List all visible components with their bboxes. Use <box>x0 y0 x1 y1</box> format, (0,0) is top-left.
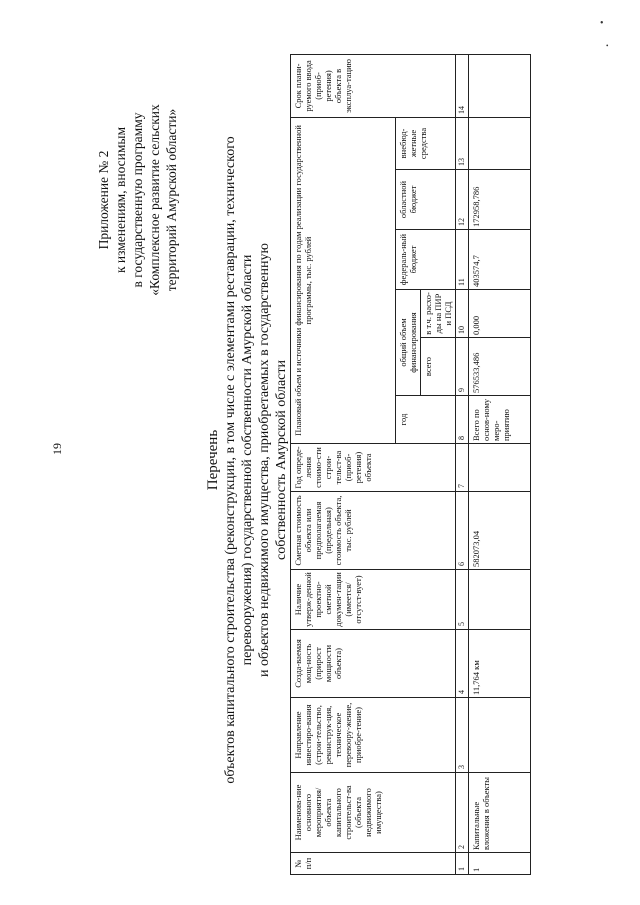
col-number: 5 <box>456 570 469 630</box>
col-number: 2 <box>456 773 469 853</box>
col-number: 14 <box>456 54 469 117</box>
header-incl-pir: в т.ч. расхо-ды на ПИР и ПСД <box>421 290 456 338</box>
appendix-line: Приложение № 2 <box>96 150 111 250</box>
col-number: 12 <box>456 170 469 230</box>
cell-federal: 403574,7 <box>469 230 531 290</box>
cell-direction <box>469 698 531 773</box>
appendix-line: в государственную программу <box>130 112 145 288</box>
title-head: Перечень <box>205 429 221 491</box>
cell-extrabudget <box>469 117 531 169</box>
header-financing: Плановый объем и источники финансирования по годам реализации государственной программы, тыс. рублей <box>291 117 396 443</box>
col-number: 6 <box>456 492 469 570</box>
title-line: объектов капитального строительства (реконструкции, в том числе с элементами реставрации, технического <box>223 136 238 784</box>
column-number-row <box>456 54 469 874</box>
title-line: и объектов недвижимого имущества, приобретаемых в государственную <box>257 243 272 677</box>
header-name: Наименова-ние основного мероприятия/ объекта капитального строительст-ва (объекта недвижимого имущества) <box>291 773 456 853</box>
cell-term <box>469 54 531 117</box>
header-total-volume: общий объем финансирования <box>396 290 421 396</box>
appendix-block <box>95 30 180 370</box>
header-total: всего <box>421 338 456 396</box>
header-row <box>291 54 396 874</box>
header-cost-year: Год опреде-ления стоимо-сти строи-тельст-ва (приоб-ретения) объекта <box>291 444 456 492</box>
header-num: № п/п <box>291 853 456 875</box>
header-year: год <box>396 396 456 444</box>
col-number: 3 <box>456 698 469 773</box>
header-federal: федераль-ный бюджет <box>396 230 456 290</box>
table-row <box>469 54 531 874</box>
col-number: 1 <box>456 853 469 875</box>
objects-table <box>290 54 531 875</box>
col-number: 9 <box>456 338 469 396</box>
page-number: 19 <box>50 443 64 455</box>
appendix-line: к изменениям, вносимым <box>113 126 128 274</box>
cell-year: Всего по основ-ному меро-приятию <box>469 396 531 444</box>
col-number: 10 <box>456 290 469 338</box>
header-regional: областной бюджет <box>396 170 456 230</box>
cell-cost-year <box>469 444 531 492</box>
col-number: 7 <box>456 444 469 492</box>
col-number: 4 <box>456 630 469 698</box>
header-extrabudget: внебюд-жетные средства <box>396 117 456 169</box>
title-line: собственность Амурской области <box>274 359 289 561</box>
col-number: 11 <box>456 230 469 290</box>
cell-total: 576533,486 <box>469 338 531 396</box>
scan-speck: • <box>600 18 604 29</box>
cell-regional: 172958,786 <box>469 170 531 230</box>
scan-speck: • <box>606 42 609 50</box>
cell-cost: 582073,04 <box>469 492 531 570</box>
document-title <box>205 45 290 875</box>
col-number: 13 <box>456 117 469 169</box>
col-number: 8 <box>456 396 469 444</box>
cell-num: 1 <box>469 853 531 875</box>
appendix-line: «Комплексное развитие сельских <box>147 104 162 296</box>
title-line: перевооружения) государственной собственности Амурской области <box>240 254 255 666</box>
appendix-line: территорий Амурской области» <box>164 108 179 292</box>
header-term: Срок плани-руемого ввода (приоб-ретения) объекта в эксплуа-тацию <box>291 54 456 117</box>
cell-name: Капитальные вложения в объекты <box>469 773 531 853</box>
cell-capacity: 11,764 км <box>469 630 531 698</box>
cell-incl-pir: 0,000 <box>469 290 531 338</box>
header-documentation: Наличие утверж-денной проектно-сметной докумен-тации (имеется/ отсутст-вует) <box>291 570 456 630</box>
header-capacity: Созда-ваемая мощ-ность (прирост мощности объекта) <box>291 630 456 698</box>
header-cost: Сметная стоимость объекта или предполагаемая (предельная) стоимость объекта, тыс. рублей <box>291 492 456 570</box>
header-direction: Направление инвестиро-вания (строи-тельство, реконструк-ция, техническое перевоору-жение, приобре-тение) <box>291 698 456 773</box>
cell-documentation <box>469 570 531 630</box>
